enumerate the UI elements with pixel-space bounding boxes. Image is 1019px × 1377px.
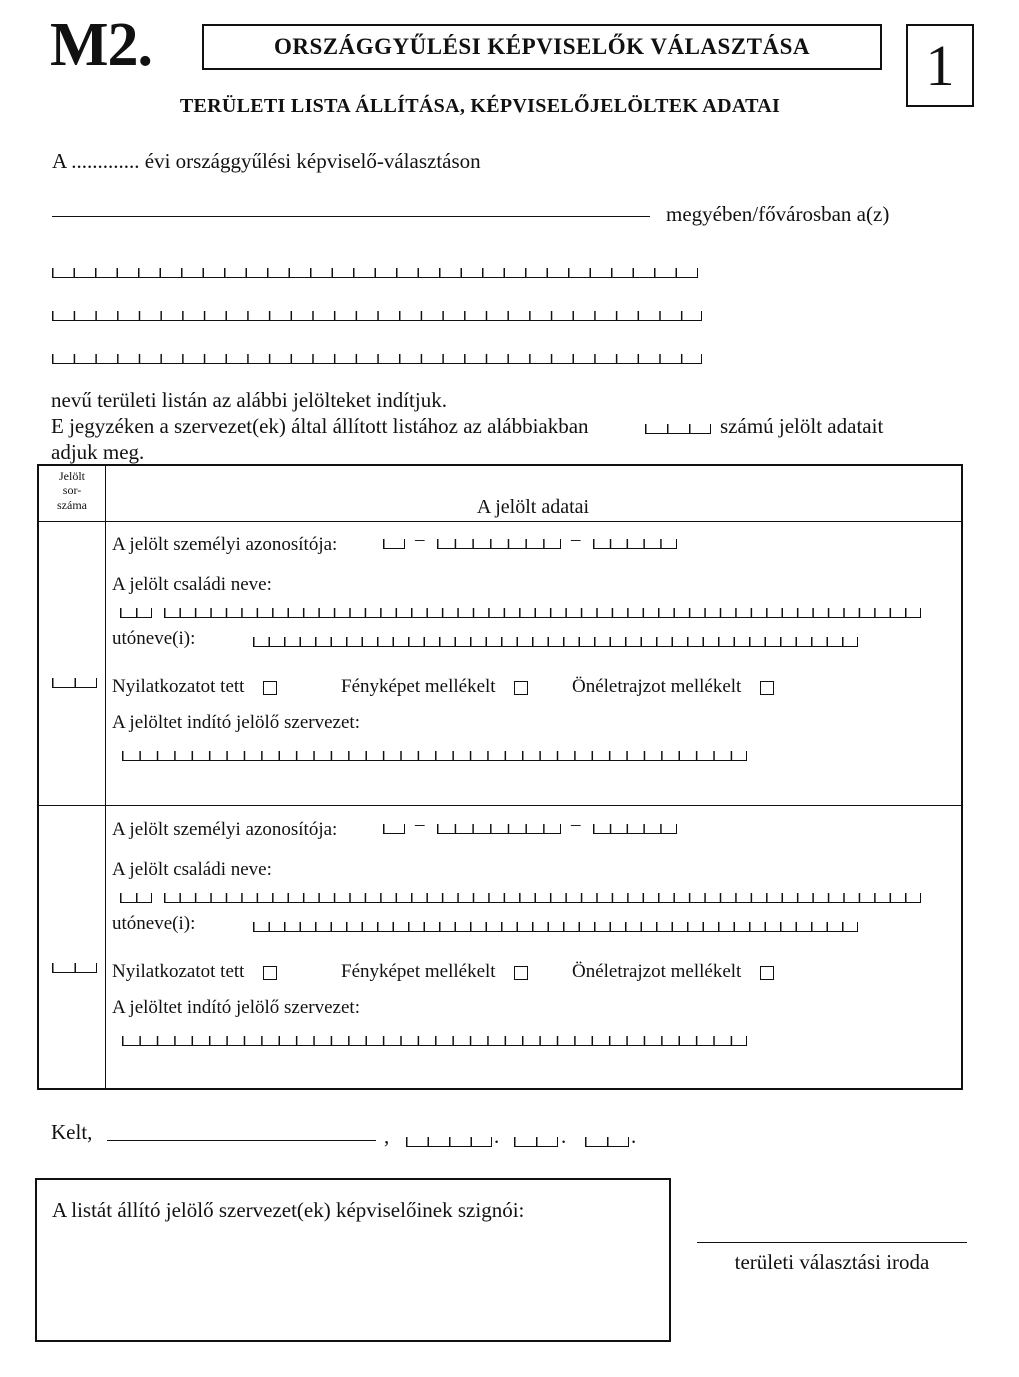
date-dot-2: . (561, 1124, 567, 1148)
kelt-label: Kelt, (51, 1120, 93, 1144)
signature-box[interactable] (35, 1178, 671, 1342)
candidate-2-org-field[interactable] (122, 1036, 747, 1046)
candidate-2-id-label: A jelölt személyi azonosítója: (112, 819, 338, 840)
cv-checkbox[interactable] (760, 966, 774, 980)
county-suffix-label: megyében/fővárosban a(z) (666, 202, 890, 226)
cv-label: Önéletrajzot mellékelt (572, 961, 742, 982)
table-row-divider (39, 805, 961, 806)
candidate-2-serial-field[interactable] (52, 963, 97, 973)
candidate-1-family-name-label: A jelölt családi neve: (112, 574, 272, 595)
list-name-field-3[interactable] (52, 354, 702, 364)
form-title: ORSZÁGGYŰLÉSI KÉPVISELŐK VÁLASZTÁSA (202, 24, 882, 70)
dash: – (571, 814, 581, 835)
form-subtitle: TERÜLETI LISTA ÁLLÍTÁSA, KÉPVISELŐJELÖLTEK ADATAI (179, 95, 781, 117)
candidate-2-cv (572, 961, 774, 983)
candidate-2-title-field[interactable] (120, 893, 152, 903)
candidate-2-given-name-label: utóneve(i): (112, 913, 196, 934)
office-signature-line[interactable] (697, 1242, 967, 1243)
candidate-2-family-name-label: A jelölt családi neve: (112, 859, 272, 880)
adjuk-meg-text: adjuk meg. (51, 440, 145, 464)
candidate-1-title-field[interactable] (120, 608, 152, 618)
candidate-table (37, 464, 963, 1090)
place-field[interactable] (107, 1140, 376, 1141)
candidate-1-id-part-2[interactable] (437, 539, 561, 549)
candidate-1-serial-field[interactable] (52, 678, 97, 688)
table-header-divider (39, 521, 961, 522)
list-name-field-2[interactable] (52, 311, 702, 321)
list-name-field-1[interactable] (52, 268, 698, 278)
election-year-line: A ............. évi országgyűlési képviselő-választáson (52, 149, 481, 173)
date-day-field[interactable] (585, 1137, 629, 1147)
candidate-1-id-label: A jelölt személyi azonosítója: (112, 534, 338, 555)
candidate-1-given-name-field[interactable] (253, 637, 858, 647)
candidate-2-id-part-1[interactable] (383, 824, 405, 834)
cv-checkbox[interactable] (760, 681, 774, 695)
photo-checkbox[interactable] (514, 966, 528, 980)
candidate-1-org-label: A jelöltet indító jelölő szervezet: (112, 712, 360, 733)
declaration-checkbox[interactable] (263, 681, 277, 695)
candidate-1-declaration (112, 676, 277, 698)
office-label: területi választási iroda (734, 1250, 930, 1274)
candidate-2-declaration (112, 961, 277, 983)
candidate-2-id-part-3[interactable] (593, 824, 677, 834)
date-month-field[interactable] (514, 1137, 558, 1147)
candidate-count-field[interactable] (645, 424, 711, 434)
signature-box-label: A listát állító jelölő szervezet(ek) képviselőinek szignói: (52, 1198, 525, 1222)
candidate-2-given-name-field[interactable] (253, 922, 858, 932)
list-text: nevű területi listán az alábbi jelölteket indítjuk. (51, 388, 447, 412)
date-dot-3: . (631, 1124, 637, 1148)
declaration-label: Nyilatkozatot tett (112, 676, 245, 697)
candidate-2-photo (341, 961, 528, 983)
candidate-1-given-name-label: utóneve(i): (112, 628, 196, 649)
table-column-divider (105, 466, 106, 1088)
cv-label: Önéletrajzot mellékelt (572, 676, 742, 697)
dash: – (571, 529, 581, 550)
dash: – (415, 529, 425, 550)
candidate-count-text-a: E jegyzéken a szervezet(ek) által állított listához az alábbiakban (51, 414, 589, 438)
candidate-1-id-part-3[interactable] (593, 539, 677, 549)
photo-label: Fényképet mellékelt (341, 676, 496, 697)
candidate-2-org-label: A jelöltet indító jelölő szervezet: (112, 997, 360, 1018)
candidate-1-family-name-field[interactable] (164, 608, 921, 618)
col-header-jelolt-sorszama: Jelölt sor- száma (57, 469, 87, 512)
page-number: 1 (906, 24, 974, 107)
candidate-2-id-part-2[interactable] (437, 824, 561, 834)
candidate-1-id-part-1[interactable] (383, 539, 405, 549)
date-year-field[interactable] (406, 1137, 492, 1147)
form-code: M2. (50, 11, 153, 79)
declaration-label: Nyilatkozatot tett (112, 961, 245, 982)
date-dot-1: . (494, 1124, 500, 1148)
county-field[interactable] (52, 216, 650, 217)
candidate-count-text-b: számú jelölt adatait (720, 414, 884, 438)
candidate-1-cv (572, 676, 774, 698)
dash: – (415, 814, 425, 835)
declaration-checkbox[interactable] (263, 966, 277, 980)
candidate-1-org-field[interactable] (122, 751, 747, 761)
photo-label: Fényképet mellékelt (341, 961, 496, 982)
photo-checkbox[interactable] (514, 681, 528, 695)
candidate-1-photo (341, 676, 528, 698)
col-header-jelolt-adatai: A jelölt adatai (476, 496, 590, 518)
candidate-2-family-name-field[interactable] (164, 893, 921, 903)
comma: , (384, 1124, 390, 1148)
